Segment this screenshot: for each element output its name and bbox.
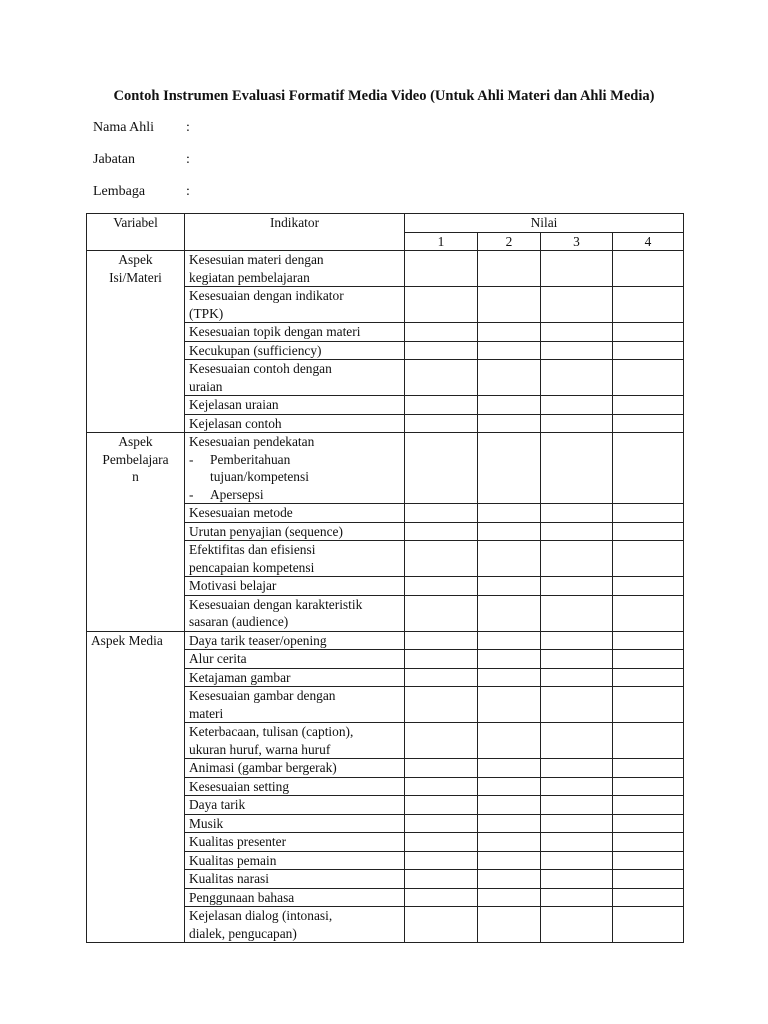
score-cell-2[interactable] (478, 814, 541, 833)
score-cell-2[interactable] (478, 796, 541, 815)
indicator-cell: Kesesuaian gambar dengan materi (185, 687, 405, 723)
score-cell-2[interactable] (478, 251, 541, 287)
indicator-cell: Kualitas pemain (185, 851, 405, 870)
indicator-cell: Urutan penyajian (sequence) (185, 522, 405, 541)
field-label: Nama Ahli (93, 120, 155, 135)
score-cell-2[interactable] (478, 341, 541, 360)
score-cell-4[interactable] (613, 833, 684, 852)
score-cell-3[interactable] (541, 796, 613, 815)
score-cell-2[interactable] (478, 396, 541, 415)
table-row (87, 251, 684, 287)
indicator-cell: Keterbacaan, tulisan (caption), ukuran huruf, warna huruf (185, 723, 405, 759)
score-cell-3[interactable] (541, 851, 613, 870)
score-cell-1[interactable] (405, 414, 478, 433)
score-cell-3[interactable] (541, 833, 613, 852)
indicator-cell: Kesesuaian dengan karakteristik sasaran (audience) (185, 595, 405, 631)
variable-cell: Aspek Pembelajara n (87, 433, 185, 632)
score-cell-4[interactable] (613, 577, 684, 596)
score-cell-4[interactable] (613, 851, 684, 870)
score-cell-3[interactable] (541, 433, 613, 504)
score-cell-1[interactable] (405, 833, 478, 852)
score-cell-3[interactable] (541, 759, 613, 778)
field-label: Lembaga (93, 184, 146, 199)
score-cell-4[interactable] (613, 287, 684, 323)
header-score-4: 4 (613, 232, 684, 251)
score-cell-1[interactable] (405, 396, 478, 415)
score-cell-1[interactable] (405, 504, 478, 523)
indicator-cell: Motivasi belajar (185, 577, 405, 596)
dash-bullet: - (189, 451, 194, 467)
score-cell-2[interactable] (478, 759, 541, 778)
score-cell-4[interactable] (613, 687, 684, 723)
score-cell-2[interactable] (478, 577, 541, 596)
score-cell-2[interactable] (478, 287, 541, 323)
variable-cell: Aspek Media (87, 631, 185, 943)
score-cell-1[interactable] (405, 287, 478, 323)
score-cell-2[interactable] (478, 870, 541, 889)
score-cell-2[interactable] (478, 833, 541, 852)
score-cell-3[interactable] (541, 888, 613, 907)
score-cell-3[interactable] (541, 251, 613, 287)
score-cell-4[interactable] (613, 723, 684, 759)
field-separator: : (186, 120, 190, 135)
score-cell-1[interactable] (405, 870, 478, 889)
score-cell-4[interactable] (613, 759, 684, 778)
score-cell-1[interactable] (405, 687, 478, 723)
indicator-cell: Ketajaman gambar (185, 668, 405, 687)
score-cell-3[interactable] (541, 687, 613, 723)
score-cell-1[interactable] (405, 251, 478, 287)
indicator-cell: Kejelasan contoh (185, 414, 405, 433)
header-row (87, 214, 684, 233)
header-variabel: Variabel (87, 214, 185, 251)
score-cell-3[interactable] (541, 777, 613, 796)
score-cell-2[interactable] (478, 631, 541, 650)
score-cell-1[interactable] (405, 814, 478, 833)
score-cell-4[interactable] (613, 777, 684, 796)
indicator-cell: Animasi (gambar bergerak) (185, 759, 405, 778)
score-cell-2[interactable] (478, 851, 541, 870)
score-cell-3[interactable] (541, 814, 613, 833)
score-cell-2[interactable] (478, 723, 541, 759)
score-cell-1[interactable] (405, 888, 478, 907)
indicator-subitem (189, 451, 400, 486)
score-cell-2[interactable] (478, 687, 541, 723)
score-cell-3[interactable] (541, 341, 613, 360)
score-cell-4[interactable] (613, 251, 684, 287)
score-cell-3[interactable] (541, 504, 613, 523)
subitem-text: Apersepsi (210, 486, 264, 502)
score-cell-1[interactable] (405, 522, 478, 541)
header-score-2: 2 (478, 232, 541, 251)
subitem-text: Pemberitahuan tujuan/kompetensi (210, 451, 309, 484)
score-cell-4[interactable] (613, 631, 684, 650)
score-cell-2[interactable] (478, 777, 541, 796)
field-label: Jabatan (93, 152, 135, 167)
score-cell-4[interactable] (613, 396, 684, 415)
indicator-cell: Daya tarik (185, 796, 405, 815)
score-cell-4[interactable] (613, 870, 684, 889)
score-cell-2[interactable] (478, 522, 541, 541)
score-cell-1[interactable] (405, 323, 478, 342)
indicator-cell: Daya tarik teaser/opening (185, 631, 405, 650)
field-separator: : (186, 152, 190, 167)
score-cell-2[interactable] (478, 360, 541, 396)
score-cell-1[interactable] (405, 668, 478, 687)
score-cell-3[interactable] (541, 631, 613, 650)
indicator-cell: Kualitas narasi (185, 870, 405, 889)
score-cell-3[interactable] (541, 287, 613, 323)
score-cell-2[interactable] (478, 414, 541, 433)
score-cell-4[interactable] (613, 323, 684, 342)
indicator-main: Kesesuaian pendekatan (189, 434, 315, 449)
score-cell-1[interactable] (405, 723, 478, 759)
indicator-cell: Musik (185, 814, 405, 833)
variable-cell: Aspek Isi/Materi (87, 251, 185, 433)
score-cell-4[interactable] (613, 814, 684, 833)
score-cell-2[interactable] (478, 504, 541, 523)
indicator-cell (185, 433, 405, 504)
score-cell-1[interactable] (405, 541, 478, 577)
evaluation-table (86, 213, 684, 943)
score-cell-3[interactable] (541, 577, 613, 596)
score-cell-2[interactable] (478, 907, 541, 943)
indicator-cell: Kesesuaian setting (185, 777, 405, 796)
score-cell-4[interactable] (613, 541, 684, 577)
score-cell-3[interactable] (541, 595, 613, 631)
score-cell-3[interactable] (541, 414, 613, 433)
indicator-cell: Efektifitas dan efisiensi pencapaian kompetensi (185, 541, 405, 577)
score-cell-1[interactable] (405, 907, 478, 943)
field-jabatan (93, 152, 190, 168)
indicator-subitem (189, 486, 400, 504)
score-cell-3[interactable] (541, 907, 613, 943)
score-cell-2[interactable] (478, 541, 541, 577)
table-body (87, 251, 684, 943)
score-cell-3[interactable] (541, 870, 613, 889)
score-cell-2[interactable] (478, 595, 541, 631)
score-cell-2[interactable] (478, 323, 541, 342)
indicator-cell: Kualitas presenter (185, 833, 405, 852)
score-cell-4[interactable] (613, 414, 684, 433)
score-cell-3[interactable] (541, 396, 613, 415)
score-cell-3[interactable] (541, 668, 613, 687)
score-cell-1[interactable] (405, 360, 478, 396)
dash-bullet: - (189, 486, 194, 502)
score-cell-1[interactable] (405, 777, 478, 796)
score-cell-1[interactable] (405, 595, 478, 631)
score-cell-2[interactable] (478, 433, 541, 504)
score-cell-2[interactable] (478, 668, 541, 687)
score-cell-4[interactable] (613, 907, 684, 943)
header-indikator: Indikator (185, 214, 405, 251)
indicator-cell: Alur cerita (185, 650, 405, 669)
score-cell-4[interactable] (613, 522, 684, 541)
score-cell-1[interactable] (405, 631, 478, 650)
score-cell-3[interactable] (541, 541, 613, 577)
score-cell-4[interactable] (613, 504, 684, 523)
score-cell-1[interactable] (405, 796, 478, 815)
score-cell-3[interactable] (541, 723, 613, 759)
score-cell-1[interactable] (405, 341, 478, 360)
score-cell-4[interactable] (613, 341, 684, 360)
document-title: Contoh Instrumen Evaluasi Formatif Media Video (Untuk Ahli Materi dan Ahli Media) (113, 88, 655, 104)
score-cell-1[interactable] (405, 759, 478, 778)
score-cell-3[interactable] (541, 323, 613, 342)
score-cell-3[interactable] (541, 650, 613, 669)
indicator-cell: Kejelasan dialog (intonasi, dialek, pengucapan) (185, 907, 405, 943)
score-cell-4[interactable] (613, 668, 684, 687)
score-cell-4[interactable] (613, 433, 684, 504)
score-cell-4[interactable] (613, 360, 684, 396)
indicator-cell: Kecukupan (sufficiency) (185, 341, 405, 360)
table-row (87, 631, 684, 650)
score-cell-3[interactable] (541, 522, 613, 541)
score-cell-1[interactable] (405, 650, 478, 669)
indicator-cell: Kesesuian materi dengan kegiatan pembelajaran (185, 251, 405, 287)
score-cell-1[interactable] (405, 851, 478, 870)
score-cell-2[interactable] (478, 650, 541, 669)
score-cell-3[interactable] (541, 360, 613, 396)
score-cell-4[interactable] (613, 796, 684, 815)
field-nama-ahli (93, 120, 190, 136)
field-lembaga (93, 184, 190, 200)
indicator-cell: Kesesuaian dengan indikator (TPK) (185, 287, 405, 323)
header-nilai: Nilai (405, 214, 684, 233)
score-cell-1[interactable] (405, 577, 478, 596)
indicator-cell: Kesesuaian topik dengan materi (185, 323, 405, 342)
indicator-cell: Kejelasan uraian (185, 396, 405, 415)
score-cell-2[interactable] (478, 888, 541, 907)
field-separator: : (186, 184, 190, 199)
score-cell-4[interactable] (613, 650, 684, 669)
indicator-cell: Penggunaan bahasa (185, 888, 405, 907)
score-cell-4[interactable] (613, 595, 684, 631)
table-row (87, 433, 684, 504)
score-cell-4[interactable] (613, 888, 684, 907)
score-cell-1[interactable] (405, 433, 478, 504)
header-score-1: 1 (405, 232, 478, 251)
indicator-cell: Kesesuaian contoh dengan uraian (185, 360, 405, 396)
indicator-cell: Kesesuaian metode (185, 504, 405, 523)
header-score-3: 3 (541, 232, 613, 251)
